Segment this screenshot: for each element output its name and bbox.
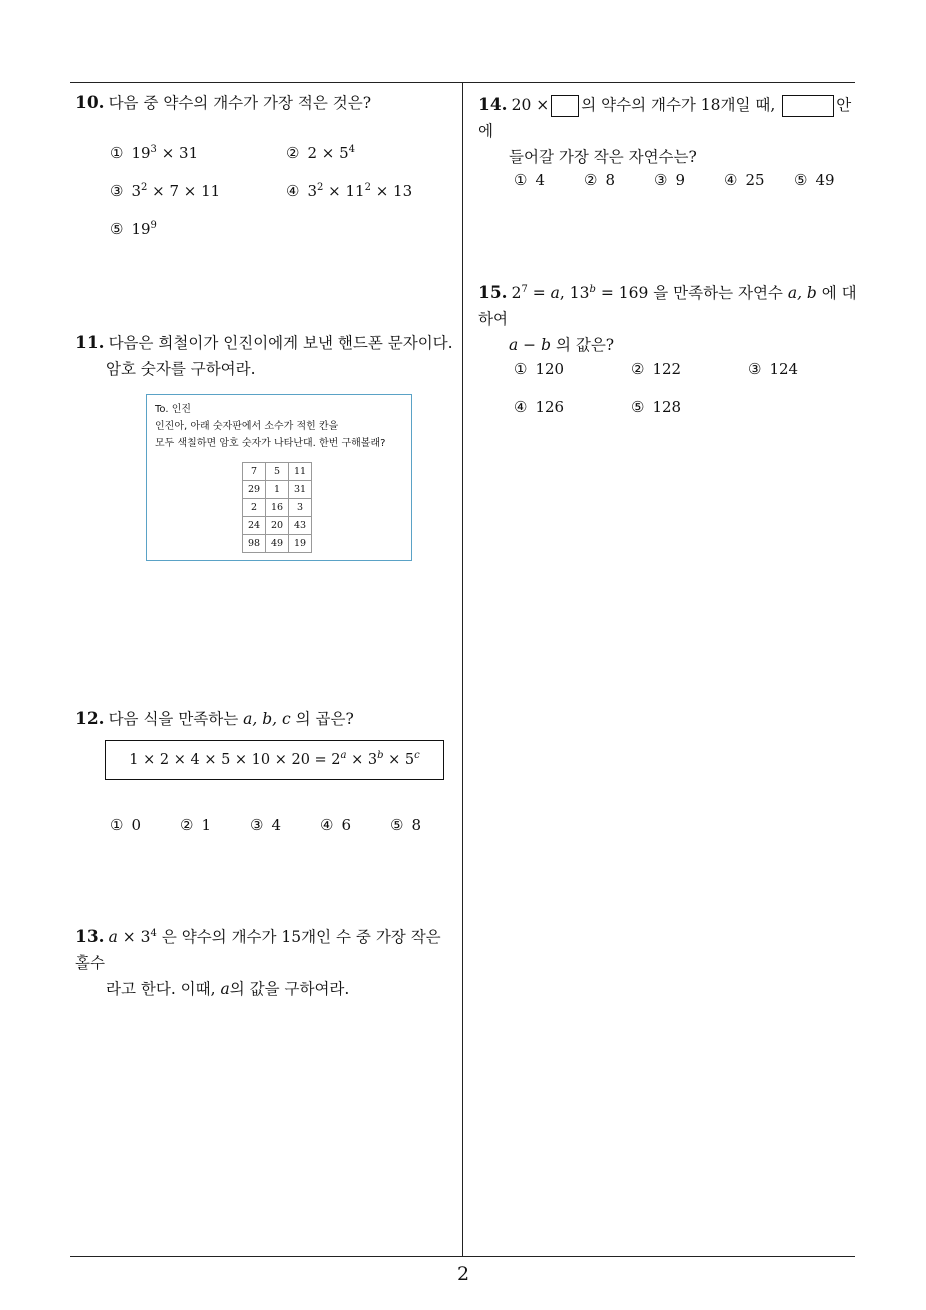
blank-box <box>551 95 579 117</box>
question-11: 11. 다음은 희철이가 인진이에게 보낸 핸드폰 문자이다. 암호 숫자를 구하여라. <box>75 333 453 378</box>
q12-option-5[interactable]: ⑤ 8 <box>390 816 421 834</box>
q14-option-4[interactable]: ④ 25 <box>724 171 765 189</box>
q15-option-3[interactable]: ③ 124 <box>748 360 799 378</box>
q10-option-5[interactable]: ⑤ $19^9$ <box>110 220 157 238</box>
grid-row <box>243 517 312 535</box>
q12-option-1[interactable]: ① 0 <box>110 816 141 834</box>
grid-cell: 19 <box>289 535 312 553</box>
message-line-2: 모두 색칠하면 암호 숫자가 나타난대. 한번 구해볼래? <box>155 438 386 449</box>
question-number: 10. <box>75 93 105 113</box>
q15-option-1[interactable]: ① 120 <box>514 360 565 378</box>
message-to: To. 인진 <box>155 404 192 415</box>
grid-cell: 7 <box>243 463 266 481</box>
grid-row <box>243 463 312 481</box>
grid-cell: 29 <box>243 481 266 499</box>
question-13: 13. $a \times 3^4$ 은 약수의 개수가 15개인 수 중 가장 작은 홀수 라고 한다. 이때, a의 값을 구하여라. <box>75 927 441 998</box>
grid-cell: 5 <box>266 463 289 481</box>
page-number: 2 <box>456 1263 470 1285</box>
question-number: 15. <box>478 283 508 303</box>
question-number: 12. <box>75 709 105 729</box>
grid-row <box>243 499 312 517</box>
question-text: 다음 중 약수의 개수가 가장 적은 것은? <box>108 94 372 112</box>
grid-cell: 24 <box>243 517 266 535</box>
grid-cell: 98 <box>243 535 266 553</box>
number-grid <box>242 462 312 553</box>
column-divider <box>462 82 463 1257</box>
question-10 <box>75 90 371 116</box>
q10-option-3[interactable]: ③ $3^2 \times 7 \times 11$ <box>110 182 221 200</box>
question-number: 11. <box>75 333 105 353</box>
q15-option-4[interactable]: ④ 126 <box>514 398 565 416</box>
blank-box <box>782 95 834 117</box>
text-message-box <box>146 394 412 561</box>
grid-row <box>243 535 312 553</box>
q10-option-4[interactable]: ④ $3^2 \times 11^2 \times 13$ <box>286 182 413 200</box>
q14-option-2[interactable]: ② 8 <box>584 171 615 189</box>
q15-option-5[interactable]: ⑤ 128 <box>631 398 682 416</box>
message-line-1: 인진아, 아래 숫자판에서 소수가 적힌 칸을 <box>155 421 339 432</box>
q14-option-3[interactable]: ③ 9 <box>654 171 685 189</box>
equation-box: $1 \times 2 \times 4 \times 5 \times 10 \times 20 = 2^a \times 3^b \times 5^c$ <box>105 740 444 780</box>
q14-option-5[interactable]: ⑤ 49 <box>794 171 835 189</box>
question-15: 15. $2^7 = a$, $13^b = 169$ 을 만족하는 자연수 a, b 에 대하여 a − b 의 값은? <box>478 283 857 354</box>
question-number: 14. <box>478 95 508 115</box>
question-12: 12. 다음 식을 만족하는 a, b, c 의 곱은? <box>75 709 354 729</box>
q10-option-1[interactable]: ① $19^3 \times 31$ <box>110 144 199 162</box>
q12-option-3[interactable]: ③ 4 <box>250 816 281 834</box>
q14-option-1[interactable]: ① 4 <box>514 171 545 189</box>
grid-cell: 43 <box>289 517 312 535</box>
q12-option-4[interactable]: ④ 6 <box>320 816 351 834</box>
grid-cell: 11 <box>289 463 312 481</box>
q15-option-2[interactable]: ② 122 <box>631 360 682 378</box>
question-14: 14. 20 × 의 약수의 개수가 18개일 때, 안에 들어갈 가장 작은 자연수는? <box>478 95 852 166</box>
grid-cell: 20 <box>266 517 289 535</box>
grid-cell: 2 <box>243 499 266 517</box>
q10-option-2[interactable]: ② $2 \times 5^4$ <box>286 144 356 162</box>
question-number: 13. <box>75 927 105 947</box>
grid-cell: 16 <box>266 499 289 517</box>
grid-row <box>243 481 312 499</box>
bottom-rule <box>70 1256 855 1257</box>
q12-option-2[interactable]: ② 1 <box>180 816 211 834</box>
grid-cell: 3 <box>289 499 312 517</box>
grid-cell: 1 <box>266 481 289 499</box>
grid-cell: 31 <box>289 481 312 499</box>
grid-cell: 49 <box>266 535 289 553</box>
